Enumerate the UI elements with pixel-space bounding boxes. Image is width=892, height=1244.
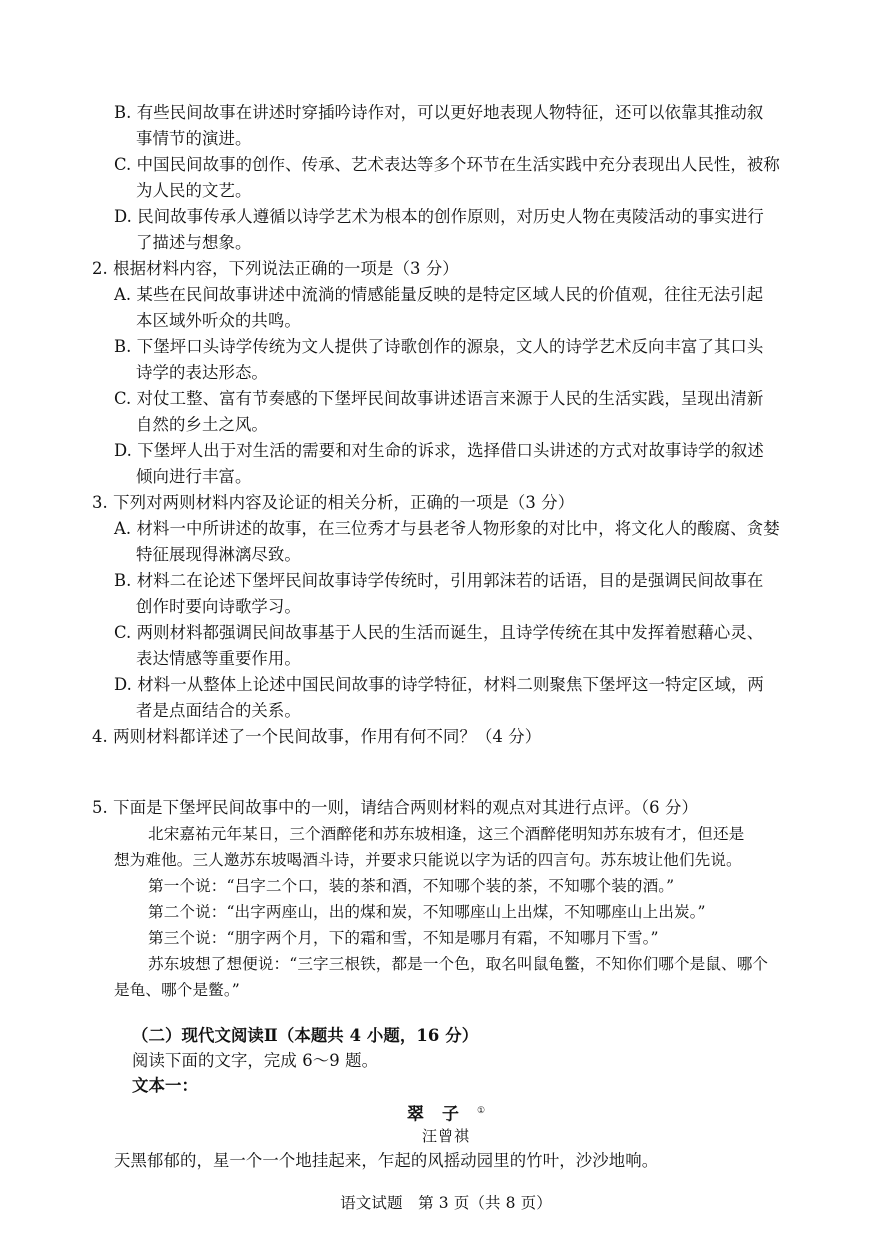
question-2: 2. 根据材料内容，下列说法正确的一项是（3 分） (92, 259, 459, 278)
story-paragraph-1-cont: 想为难他。三人邀苏东坡喝酒斗诗，并要求只能说以字为话的四言句。苏东坡让他们先说。 (114, 851, 742, 869)
q2-option-a: A. 某些在民间故事讲述中流淌的情感能量反映的是特定区域人民的价值观，往往无法引起 (114, 285, 764, 304)
q2-option-d-cont: 倾向进行丰富。 (136, 467, 252, 486)
footnote-marker: ① (476, 1106, 486, 1116)
story-paragraph-4: 第三个说：“朋字两个月，下的霜和雪，不知是哪月有霜，不知哪月下雪。” (148, 929, 659, 947)
q2-option-b-cont: 诗学的表达形态。 (136, 363, 268, 382)
q1-option-c: C. 中国民间故事的创作、传承、艺术表达等多个环节在生活实践中充分表现出人民性，被称 (114, 155, 780, 174)
q3-option-c: C. 两则材料都强调民间故事基于人民的生活而诞生，且诗学传统在其中发挥着慰藉心灵、 (114, 623, 764, 642)
story-paragraph-3: 第二个说：“出字两座山，出的煤和炭，不知哪座山上出煤，不知哪座山上出炭。” (148, 903, 706, 921)
q2-option-b: B. 下堡坪口头诗学传统为文人提供了诗歌创作的源泉，文人的诗学艺术反向丰富了其口头 (114, 337, 764, 356)
page-footer: 语文试题 第 3 页（共 8 页） (340, 1194, 552, 1212)
q2-option-c-cont: 自然的乡土之风。 (136, 415, 268, 434)
story-paragraph-5: 苏东坡想了想便说：“三字三根铁，都是一个色，取名叫鼠龟鳖，不知你们哪个是鼠、哪个 (148, 955, 769, 973)
q1-option-d-cont: 了描述与想象。 (136, 233, 252, 252)
q1-option-d: D. 民间故事传承人遵循以诗学艺术为根本的创作原则，对历史人物在夷陵活动的事实进行 (114, 207, 764, 226)
article-first-line: 天黑郁郁的，星一个一个地挂起来，乍起的风摇动园里的竹叶，沙沙地响。 (114, 1151, 659, 1170)
q3-option-d: D. 材料一从整体上论述中国民间故事的诗学特征，材料二则聚焦下堡坪这一特定区域，两 (114, 675, 764, 694)
q3-option-a: A. 材料一中所讲述的故事，在三位秀才与县老爷人物形象的对比中，将文化人的酸腐、贪婪 (114, 519, 780, 538)
q1-option-c-cont: 为人民的文艺。 (136, 181, 252, 200)
question-4: 4. 两则材料都详述了一个民间故事，作用有何不同？（4 分） (92, 727, 542, 746)
q3-option-b-cont: 创作时要向诗歌学习。 (136, 597, 301, 616)
section-heading: （二）现代文阅读Ⅱ（本题共 4 小题，16 分） (132, 1026, 479, 1045)
section-instruction: 阅读下面的文字，完成 6～9 题。 (132, 1051, 379, 1070)
q3-option-c-cont: 表达情感等重要作用。 (136, 649, 301, 668)
q2-option-a-cont: 本区域外听众的共鸣。 (136, 311, 301, 330)
q3-option-a-cont: 特征展现得淋漓尽致。 (136, 545, 301, 564)
q2-option-c: C. 对仗工整、富有节奏感的下堡坪民间故事讲述语言来源于人民的生活实践，呈现出清新 (114, 389, 764, 408)
text-one-label: 文本一： (132, 1076, 198, 1095)
article-title (0, 1100, 892, 1126)
article-author: 汪曾祺 (421, 1127, 470, 1145)
article-title-text: 翠子 (406, 1104, 477, 1125)
q1-option-b-cont: 事情节的演进。 (136, 129, 252, 148)
q2-option-d: D. 下堡坪人出于对生活的需要和对生命的诉求，选择借口头讲述的方式对故事诗学的叙述 (114, 441, 764, 460)
question-3: 3. 下列对两则材料内容及论证的相关分析，正确的一项是（3 分） (92, 493, 575, 512)
q1-option-b: B. 有些民间故事在讲述时穿插吟诗作对，可以更好地表现人物特征，还可以依靠其推动叙 (114, 103, 764, 122)
question-5: 5. 下面是下堡坪民间故事中的一则，请结合两则材料的观点对其进行点评。（6 分） (92, 798, 698, 817)
story-paragraph-1: 北宋嘉祐元年某日，三个酒醉佬和苏东坡相逢，这三个酒醉佬明知苏东坡有才，但还是 (148, 825, 745, 843)
q3-option-d-cont: 者是点面结合的关系。 (136, 701, 301, 720)
story-paragraph-5-cont: 是龟、哪个是鳖。” (114, 981, 240, 999)
q3-option-b: B. 材料二在论述下堡坪民间故事诗学传统时，引用郭沫若的话语，目的是强调民间故事在 (114, 571, 764, 590)
story-paragraph-2: 第一个说：“吕字二个口，装的茶和酒，不知哪个装的茶，不知哪个装的酒。” (148, 877, 675, 895)
